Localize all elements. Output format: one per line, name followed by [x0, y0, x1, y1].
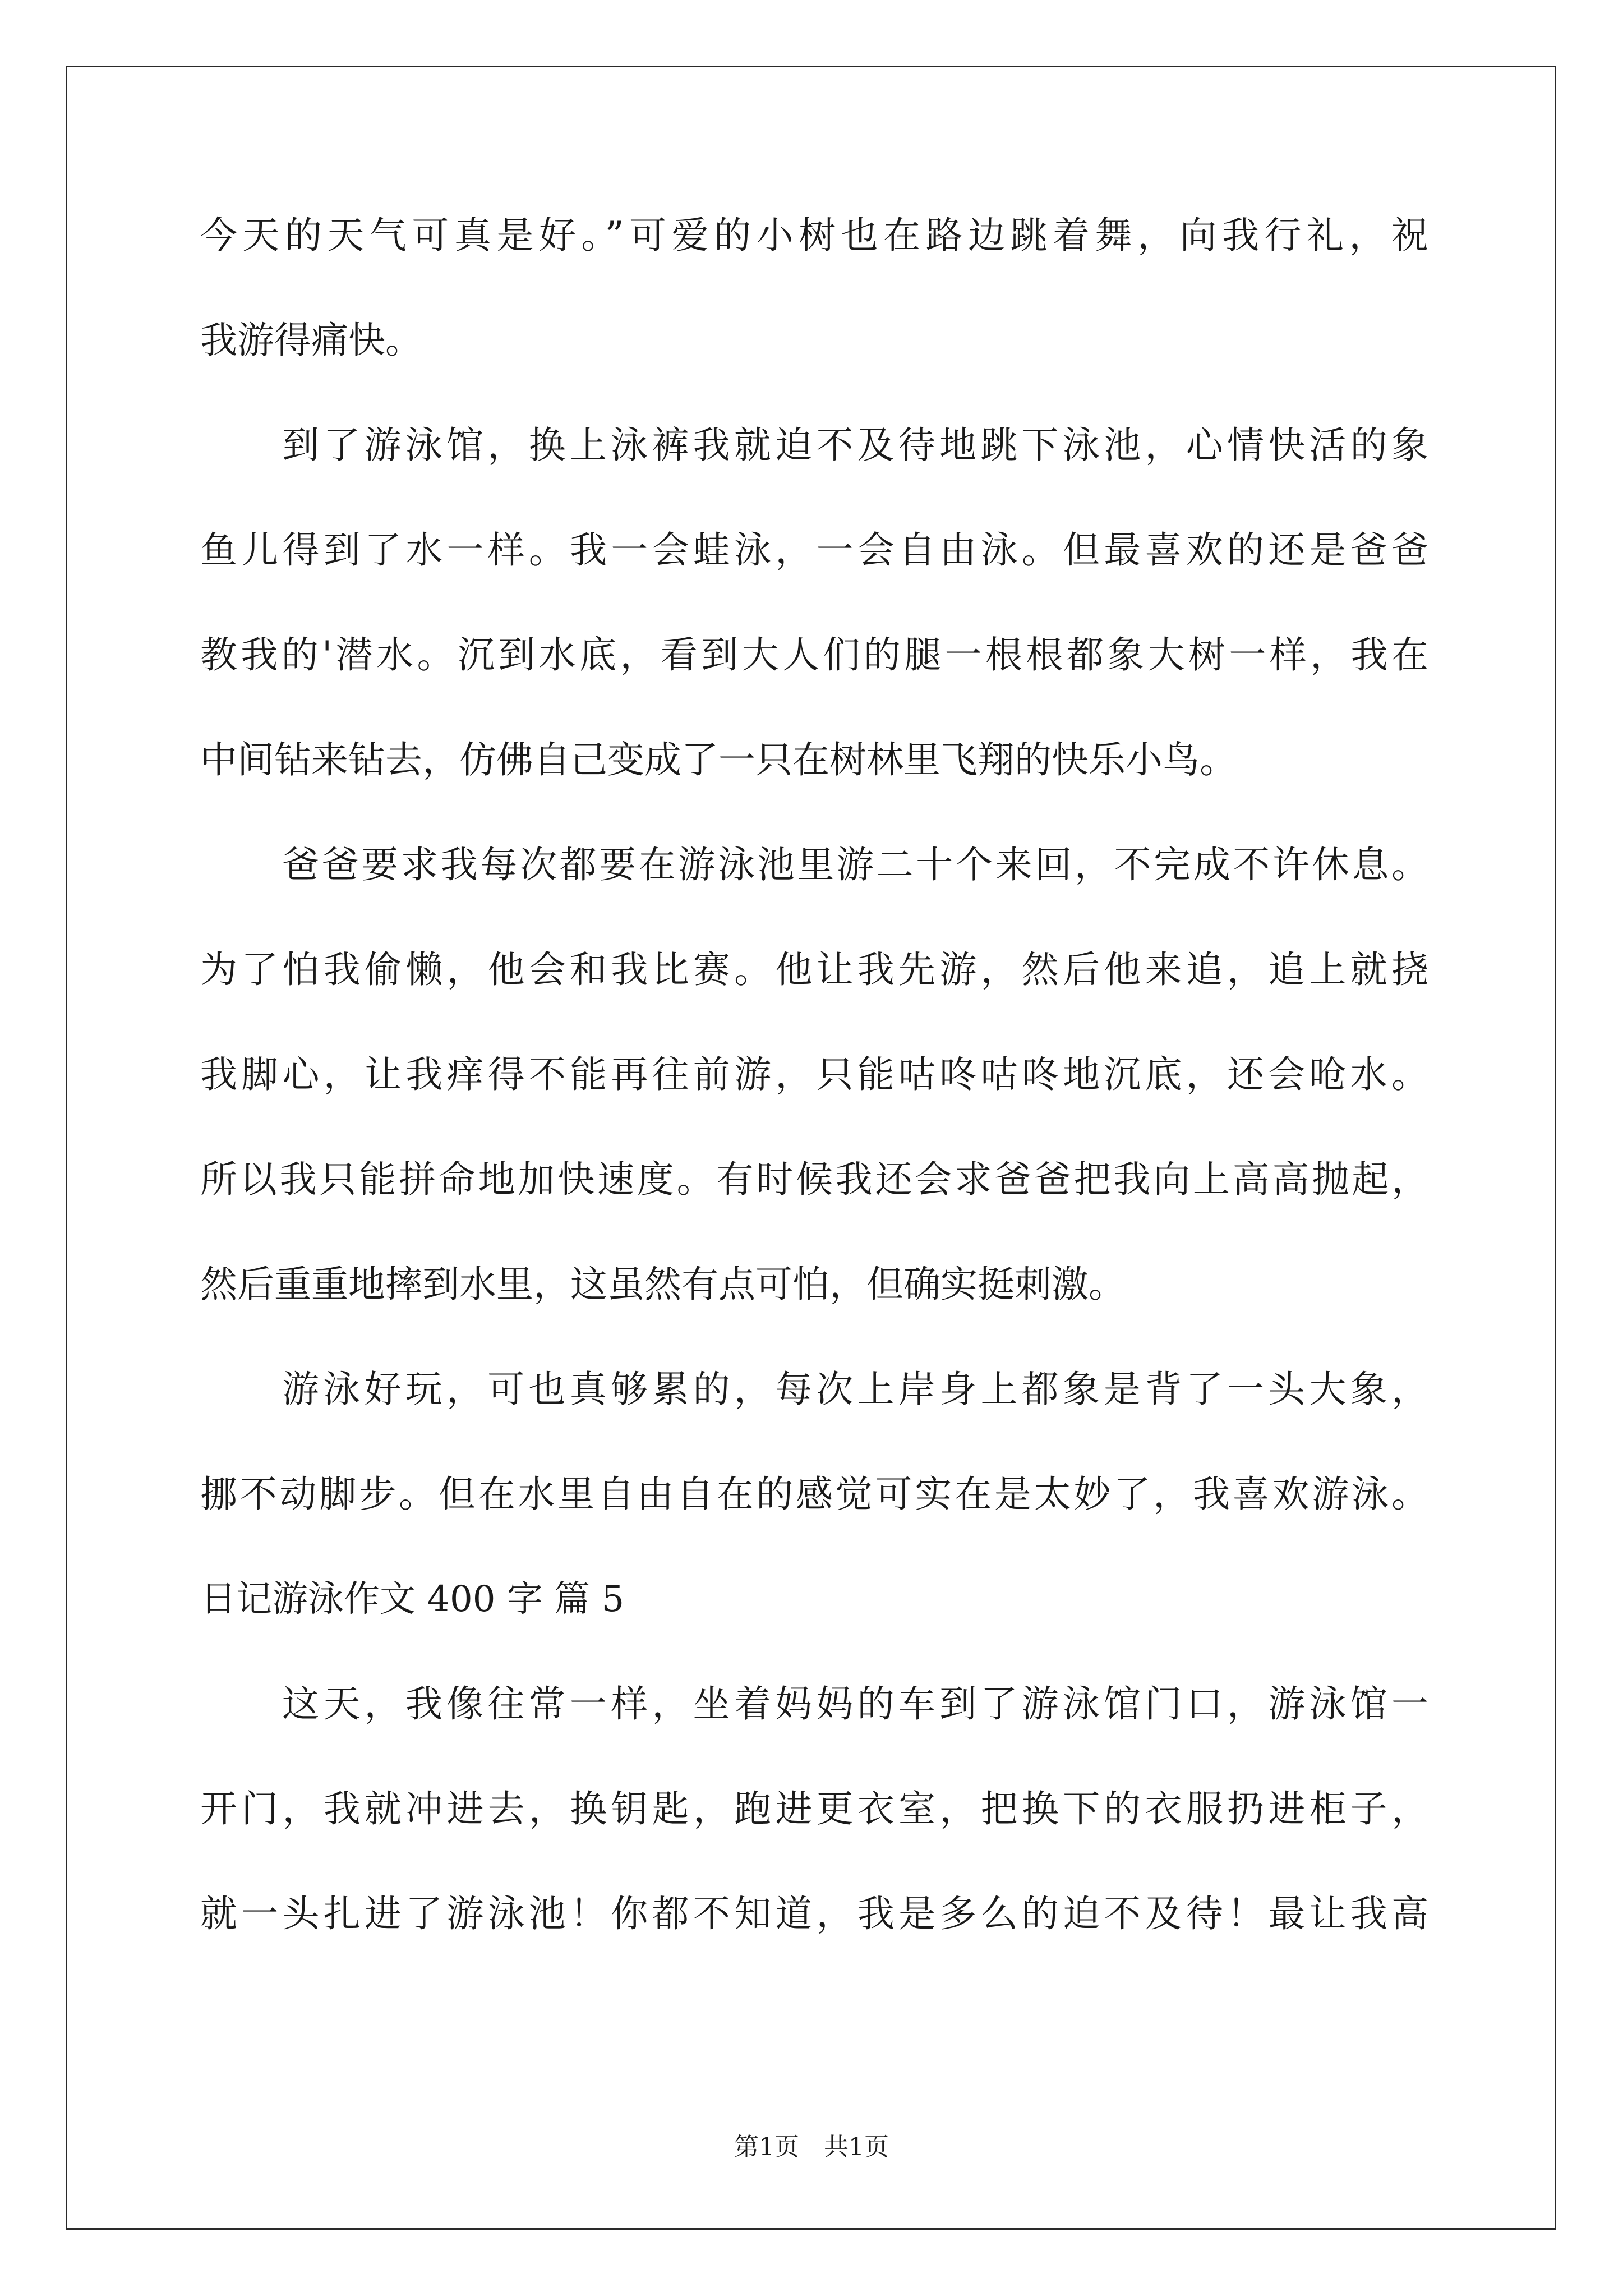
text-line: 然后重重地摔到水里，这虽然有点可怕，但确实挺刺激。 — [200, 1263, 1126, 1306]
text-line: 到了游泳馆，换上泳裤我就迫不及待地跳下泳池，心情快活的象 — [282, 424, 1428, 467]
text-line: 教我的'潜水。沉到水底，看到大人们的腿一根根都象大树一样，我在 — [200, 633, 1428, 677]
text-line: 开门，我就冲进去，换钥匙，跑进更衣室，把换下的衣服扔进柜子， — [200, 1787, 1428, 1830]
text-line: 挪不动脚步。但在水里自由自在的感觉可实在是太妙了，我喜欢游泳。 — [200, 1473, 1428, 1516]
text-line: 爸爸要求我每次都要在游泳池里游二十个来回，不完成不许休息。 — [282, 843, 1428, 886]
text-line: 游泳好玩，可也真够累的，每次上岸身上都象是背了一头大象， — [282, 1368, 1428, 1411]
text-line: 我脚心，让我痒得不能再往前游，只能咕咚咕咚地沉底，还会呛水。 — [200, 1053, 1428, 1096]
text-line: 所以我只能拼命地加快速度。有时候我还会求爸爸把我向上高高抛起， — [200, 1158, 1428, 1201]
page-number-footer: 第1页 共1页 — [734, 2133, 889, 2161]
text-line: 今天的天气可真是好。”可爱的小树也在路边跳着舞，向我行礼，祝 — [200, 214, 1428, 257]
text-line: 中间钻来钻去，仿佛自己变成了一只在树林里飞翔的快乐小鸟。 — [200, 738, 1237, 781]
text-line: 鱼儿得到了水一样。我一会蛙泳，一会自由泳。但最喜欢的还是爸爸 — [200, 528, 1428, 572]
section-heading: 日记游泳作文 400 字 篇 5 — [200, 1579, 625, 1620]
text-line: 就一头扎进了游泳池！你都不知道，我是多么的迫不及待！最让我高 — [200, 1892, 1428, 1935]
text-line: 为了怕我偷懒，他会和我比赛。他让我先游，然后他来追，追上就挠 — [200, 948, 1428, 991]
text-line: 这天，我像往常一样，坐着妈妈的车到了游泳馆门口，游泳馆一 — [282, 1682, 1428, 1726]
text-line: 我游得痛快。 — [200, 319, 422, 362]
